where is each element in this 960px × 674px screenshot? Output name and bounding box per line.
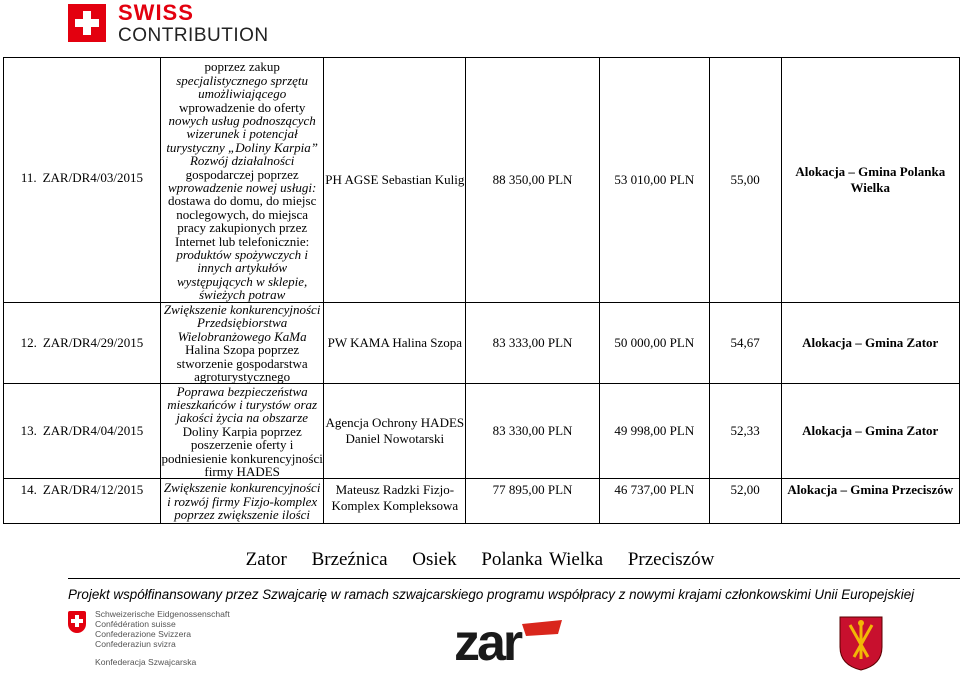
logo-text-swiss: SWISS <box>118 0 194 25</box>
project-number-cell <box>4 58 161 303</box>
project-number-cell <box>4 384 161 479</box>
project-number-cell <box>4 479 161 524</box>
confederation-name: Schweizerische Eidgenossenschaft <box>95 609 230 619</box>
description-line: poprzez zakup <box>204 59 280 75</box>
description-line: mieszkańców i turystów oraz <box>167 396 318 412</box>
town: Zator <box>245 549 287 570</box>
zar-logo-text: zar <box>454 618 521 666</box>
footer-divider <box>68 578 960 579</box>
total-value: 83 330,00 PLN <box>492 423 573 439</box>
description-line: pracy zakupionych przez <box>177 220 308 236</box>
description-line: nowych usług podnoszących <box>168 112 316 128</box>
pct-value: 55,00 <box>730 172 760 187</box>
total-cell <box>466 58 600 303</box>
description-line: Przedsiębiorstwa <box>197 315 288 331</box>
total-cell <box>466 303 600 384</box>
description-line: produktów spożywczych i <box>176 247 308 263</box>
pct-cell <box>709 58 781 303</box>
swiss-shield-icon <box>68 611 86 633</box>
description-line: wizerunek i potencjał <box>186 126 298 142</box>
project-code: ZAR/DR4/12/2015 <box>42 482 144 498</box>
pct-value: 52,00 <box>730 482 760 498</box>
description-line: Rozwój działalności <box>189 153 295 169</box>
allocation-separator: – <box>852 423 866 439</box>
table-row <box>4 384 960 479</box>
town: Przeciszów <box>627 549 715 570</box>
row-number: 14. <box>20 482 37 498</box>
row-number: 12. <box>20 335 37 351</box>
description-line: specjalistycznego sprzętu <box>176 72 309 88</box>
allocation-label: Alokacja <box>795 164 846 179</box>
swiss-confederation-logo <box>68 611 268 671</box>
confederation-name: Confederazione Svizzera <box>95 629 192 639</box>
logo-text-contribution: CONTRIBUTION <box>118 25 269 46</box>
beneficiary-name: PW KAMA Halina Szopa <box>327 335 463 351</box>
row-number: 13. <box>20 423 37 439</box>
table-row <box>4 303 960 384</box>
description-line: świeżych potraw <box>199 287 286 303</box>
town: Osiek <box>412 549 457 570</box>
total-value: 83 333,00 PLN <box>492 335 573 351</box>
allocation-cell <box>781 384 959 479</box>
confederation-name-polish: Konfederacja Szwajcarska <box>95 657 197 667</box>
projects-table <box>3 57 960 524</box>
beneficiary-cell <box>324 384 466 479</box>
town: Polanka Wielka <box>481 549 604 570</box>
project-code: ZAR/DR4/29/2015 <box>42 335 144 351</box>
confederation-name: Confédération suisse <box>95 619 176 629</box>
project-description-cell <box>160 58 324 303</box>
allocation-cell <box>781 479 959 524</box>
grant-cell <box>599 384 709 479</box>
allocation-place: Gmina Przeciszów <box>850 482 954 498</box>
allocation-separator: – <box>845 164 859 179</box>
description-line: innych artykułów <box>197 260 288 276</box>
coat-of-arms-icon <box>838 615 884 671</box>
zar-logo-swoosh <box>522 620 562 636</box>
description-line: stworzenie gospodarstwa <box>176 355 308 371</box>
project-funding-note: Projekt współfinansowany przez Szwajcarię w ramach szwajcarskiego programu współpracy z nowymi krajami członkowskimi Unii Europejskiej <box>68 587 915 602</box>
grant-cell <box>599 58 709 303</box>
project-number-cell <box>4 303 161 384</box>
allocation-place: Gmina Zator <box>865 335 939 351</box>
description-line: gospodarczej poprzez <box>185 166 299 182</box>
grant-cell <box>599 303 709 384</box>
description-line: Zwiększenie konkurencyjności <box>163 480 321 496</box>
pct-value: 52,33 <box>730 423 760 439</box>
description-line: turystyczny „Doliny Karpia” <box>166 139 318 155</box>
beneficiary-cell <box>324 58 466 303</box>
grant-cell <box>599 479 709 524</box>
allocation-cell <box>781 303 959 384</box>
description-line: agroturystycznego <box>194 369 291 385</box>
town: Brzeźnica <box>311 549 388 570</box>
total-value: 77 895,00 PLN <box>492 482 573 498</box>
project-code: ZAR/DR4/04/2015 <box>42 423 144 439</box>
description-line: występujących w sklepie, <box>176 273 308 289</box>
description-line: podniesienie konkurencyjności <box>161 450 323 466</box>
description-line: i rozwój firmy Fizjo-komplex <box>167 493 318 509</box>
allocation-label: Alokacja <box>802 423 853 439</box>
description-line: wprowadzenie do oferty <box>178 99 306 115</box>
pct-value: 54,67 <box>730 335 760 351</box>
swiss-flag-icon <box>68 4 106 42</box>
row-number: 11. <box>20 169 37 185</box>
zar-logo <box>452 618 564 666</box>
description-line: wprowadzenie nowej usługi: <box>168 180 317 195</box>
beneficiary-name: Agencja Ochrony HADES Daniel Nowotarski <box>325 415 465 447</box>
towns-line <box>0 549 960 571</box>
project-description-cell <box>160 479 324 524</box>
pct-cell <box>709 303 781 384</box>
description-line: Zwiększenie konkurencyjności <box>163 302 321 317</box>
description-line: dostawa do domu, do miejsc <box>167 193 317 209</box>
project-description-cell <box>160 303 324 384</box>
allocation-cell <box>781 58 959 303</box>
pct-cell <box>709 479 781 524</box>
description-line: Halina Szopa poprzez <box>185 342 300 358</box>
description-line: noclegowych, do miejsca <box>176 206 309 222</box>
table-row <box>4 58 960 303</box>
description-line: poszerzenie oferty i <box>190 437 294 453</box>
description-line: Doliny Karpia poprzez <box>182 423 302 439</box>
description-line: Wielobranżowego KaMa <box>177 328 307 344</box>
allocation-label: Alokacja <box>787 482 838 498</box>
grant-value: 53 010,00 PLN <box>614 172 695 187</box>
beneficiary-cell <box>324 303 466 384</box>
description-line: poprzez zwiększenie ilości <box>174 507 311 523</box>
total-cell <box>466 384 600 479</box>
grant-value: 49 998,00 PLN <box>614 423 695 439</box>
description-line: jakości życia na obszarze <box>176 410 309 426</box>
description-line: umożliwiającego <box>198 86 287 102</box>
beneficiary-name: PH AGSE Sebastian Kulig <box>325 172 465 187</box>
pct-cell <box>709 384 781 479</box>
allocation-place: Gmina Zator <box>865 423 939 439</box>
description-line: firmy HADES <box>204 463 280 479</box>
description-line: Poprawa bezpieczeństwa <box>176 383 308 399</box>
allocation-label: Alokacja <box>802 335 853 351</box>
project-description-cell <box>160 384 324 479</box>
table-row <box>4 479 960 524</box>
beneficiary-cell <box>324 479 466 524</box>
description-line: Internet lub telefonicznie: <box>175 233 310 249</box>
confederation-name: Confederaziun svizra <box>95 639 176 649</box>
allocation-separator: – <box>837 482 851 498</box>
grant-value: 50 000,00 PLN <box>614 335 695 351</box>
total-value: 88 350,00 PLN <box>492 172 573 187</box>
allocation-separator: – <box>852 335 866 351</box>
allocation-place: Gmina Polanka Wielka <box>850 164 946 195</box>
total-cell <box>466 479 600 524</box>
beneficiary-name: Mateusz Radzki Fizjo-Komplex Kompleksowa <box>331 482 459 514</box>
grant-value: 46 737,00 PLN <box>614 482 695 498</box>
project-code: ZAR/DR4/03/2015 <box>42 169 143 185</box>
